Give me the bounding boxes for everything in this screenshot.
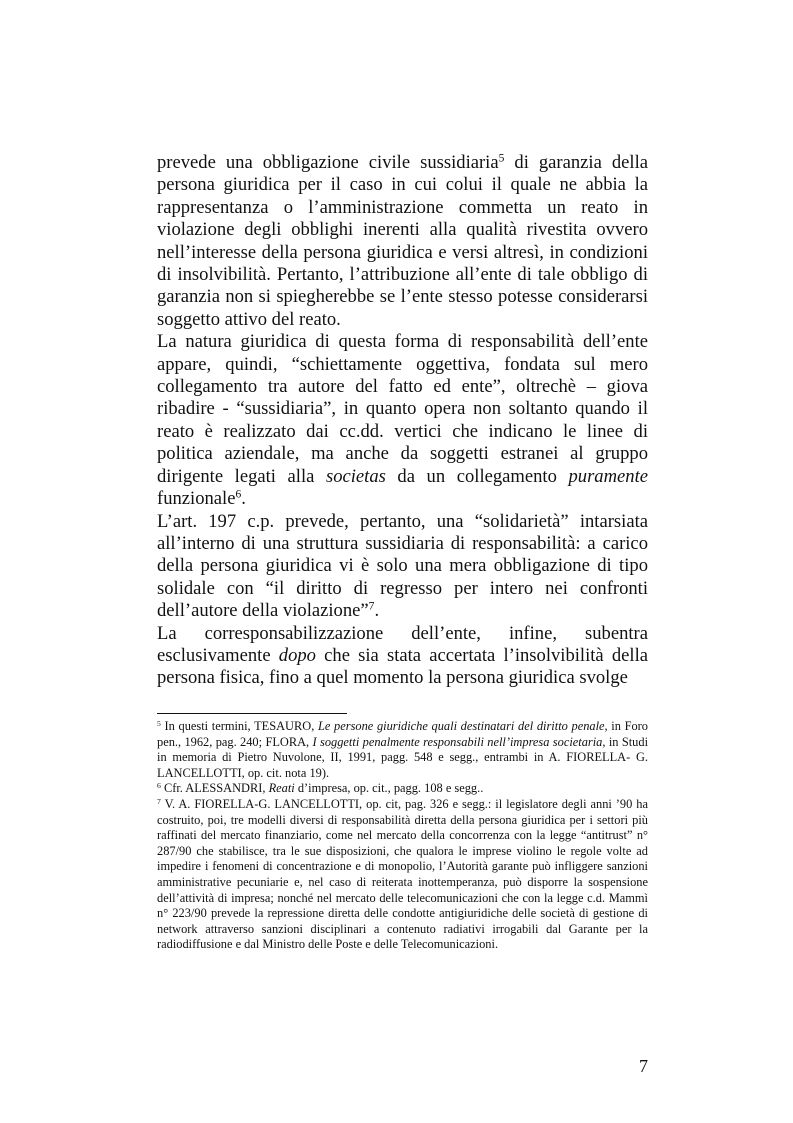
footnotes — [157, 719, 648, 953]
footnote-separator — [157, 713, 347, 714]
footnote-6: $^6$ Cfr. ALESSANDRI, Reati d’impresa, op. cit., pagg. 108 e segg.. — [157, 781, 484, 796]
footnote-5: $^5$ In questi termini, TESAURO, Le persone giuridiche quali destinatari del diritto penale, in Foro pen., 1962, pag. 240; FLORA, I soggetti penalmente responsabili nell’impresa societaria, in Studi in memoria di Pietro Nuvolone, II, 1991, pagg. 548 e segg., entrambi in A. FIORELLA- G. LANCELLOTTI, op. cit. nota 19). — [157, 718, 649, 780]
footnote-ref-7[interactable]: 7 — [368, 600, 375, 613]
paragraph-4: La corresponsabilizzazione dell’ente, infine, subentra esclusivamente dopo che sia stata accertata l’insolvibilità della persona fisica, fino a quel momento la persona giuridica svolge — [157, 622, 648, 689]
paragraph-1: prevede una obbligazione civile sussidiaria$^5$ di garanzia della persona giuridica per il caso in cui colui il quale ne abbia la rappresentanza o l’amministrazione commetta un reato in violazione degli obblighi inerenti alla qualità rivestita ovvero nell’interesse della persona giuridica e versi altresì, in condizioni di insolvibilità. Pertanto, l’attribuzione all’ente di tale obbligo di garanzia non si spiegherebbe se l’ente stesso potesse considerarsi soggetto attivo del reato. — [157, 152, 648, 330]
page-number: 7 — [639, 1056, 648, 1076]
paragraph-3: L’art. 197 c.p. prevede, pertanto, una “solidarietà” intarsiata all’interno di una struttura sussidiaria di responsabilità: a carico della persona giuridica vi è solo una mera obbligazione di tipo solidale con “il diritto di regresso per intero nei confronti dell’autore della violazione”$^7$. — [157, 510, 648, 622]
footnote-ref-6[interactable]: 6 — [235, 488, 242, 501]
paragraph-2: La natura giuridica di questa forma di responsabilità dell’ente appare, quindi, “schiettamente oggettiva, fondata sul mero collegamento tra autore del fatto ed ente”, oltrechè – giova ribadire - “sussidiaria”, in quanto opera non soltanto quando il reato è realizzato dai cc.dd. vertici che indicano le linee di politica aziendale, ma anche da soggetti estranei al gruppo dirigente legati alla societas da un collegamento puramente funzionale$^6$. — [157, 331, 648, 510]
footnote-7: $^7$ V. A. FIORELLA-G. LANCELLOTTI, op. cit, pag. 326 e segg.: il legislatore degli anni ’90 ha costruito, poi, tre modelli diversi di responsabilità diretta della persona giuridica per i settori più raffinati del mercato finanziario, come nel mercato della concorrenza con la legge “antitrust” n° 287/90 che stabilisce, tra le sue disposizioni, che qualora le imprese violino le regole volte ad impedire i fenomeni di concentrazione e di monopolio, l’Autorità garante può infliggere sanzioni amministrative pecuniarie e, nel caso di reiterata inottemperanza, può disporre la sospensione dell’attività di impresa; nonché nel mercato delle telecomunicazioni che con la legge c.d. Mammì n° 223/90 prevede la repressione diretta delle condotte antigiuridiche delle società di gestione di network attraverso sanzioni disciplinari a contenuto radiativi irrogabili dal Garante per la radiodiffusione e dal Ministro delle Poste e delle Telecomunicazioni. — [157, 796, 648, 952]
body-text — [157, 152, 648, 690]
footnote-ref-5[interactable]: 5 — [498, 152, 505, 165]
